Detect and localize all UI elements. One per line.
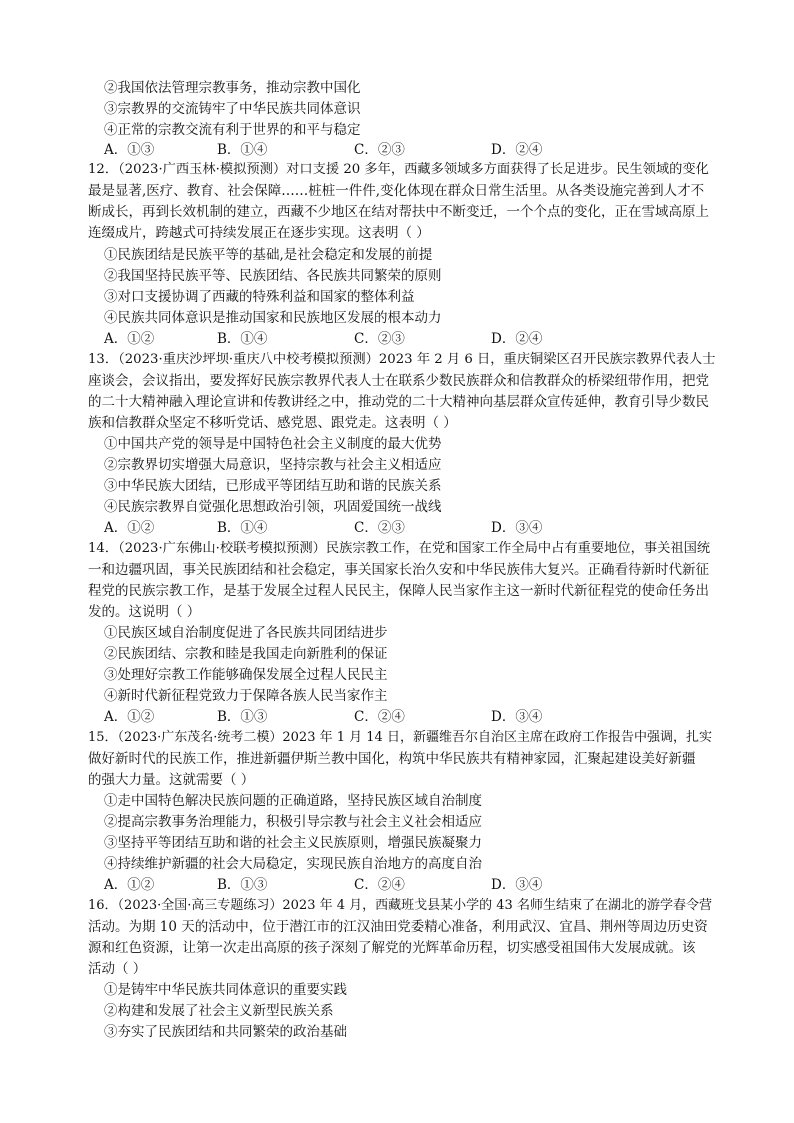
- statement: ②我国依法管理宗教事务，推动宗教中国化: [104, 80, 361, 96]
- question-16-text: 活动。为期 10 天的活动中，位于潜江市的江汉油田党委精心准备，利用武汉、宜昌、荆州等周边历史资: [88, 919, 708, 935]
- statement: ④民族共同体意识是推动国家和民族地区发展的根本动力: [104, 310, 442, 326]
- option-c: C．②④: [354, 709, 405, 725]
- statement: ③夯实了民族团结和共同繁荣的政治基础: [104, 1024, 347, 1040]
- statement: ①民族团结是民族平等的基础,是社会稳定和发展的前提: [104, 247, 433, 263]
- statement: ①是铸牢中华民族共同体意识的重要实践: [104, 982, 347, 998]
- question-12-text: 12．（2023·广西玉林·模拟预测）对口支援 20 多年，西藏多领域多方面获得了长足进步。民生领域的变化: [88, 162, 709, 177]
- question-15-text: 的强大力量。这就需要（ ）: [88, 772, 255, 788]
- option-a: A．①②: [104, 331, 155, 347]
- option-d: D．②④: [491, 142, 543, 158]
- statement: ④正常的宗教交流有利于世界的和平与稳定: [104, 122, 361, 138]
- statement: ③对口支援协调了西藏的特殊利益和国家的整体利益: [104, 289, 415, 305]
- option-b: B．①④: [217, 331, 268, 347]
- question-12-text: 最是显著,医疗、教育、社会保障……桩桩一件件,变化体现在群众日常生活里。从各类设施完善到人才不: [88, 183, 705, 199]
- statement: ①走中国特色解决民族问题的正确道路，坚持民族区域自治制度: [104, 793, 482, 809]
- statement: ④新时代新征程党致力于保障各族人民当家作主: [104, 688, 388, 704]
- statement: ④民族宗教界自觉强化思想政治引领，巩固爱国统一战线: [104, 499, 442, 515]
- option-d: D．③④: [491, 709, 543, 725]
- option-b: B．①④: [217, 142, 268, 158]
- statement: ③中华民族大团结，已形成平等团结互助和谐的民族关系: [104, 478, 442, 494]
- question-16-text: 活动（ ）: [88, 961, 147, 977]
- statement: ①中国共产党的领导是中国特色社会主义制度的最大优势: [104, 436, 442, 452]
- question-13-text: 的二十大精神融入理论宣讲和传教讲经之中，推动党的二十大精神向基层群众宣传延伸，教育引导少数民: [88, 394, 709, 410]
- statement: ③宗教界的交流铸牢了中华民族共同体意识: [104, 101, 361, 117]
- question-12-text: 连缀成片，跨越式可持续发展正在逐步实现。这表明（ ）: [88, 225, 430, 241]
- question-16-text: 源和红色资源，让第一次走出高原的孩子深刻了解党的光辉革命历程，切实感受祖国伟大发展成就。该: [88, 940, 696, 956]
- question-14-text: 发的。这说明（ ）: [88, 604, 201, 620]
- statement: ③处理好宗教工作能够确保发展全过程人民民主: [104, 667, 388, 683]
- question-15-text: 15．（2023·广东茂名·统考二模）2023 年 1 月 14 日，新疆维吾尔自治区主席在政府工作报告中强调，扎实: [88, 730, 712, 745]
- statement: ②构建和发展了社会主义新型民族关系: [104, 1003, 334, 1019]
- statement: ④持续维护新疆的社会大局稳定，实现民族自治地方的高度自治: [104, 856, 482, 872]
- option-d: D．③④: [491, 877, 543, 893]
- question-14-text: 一和边疆巩固，事关民族团结和社会稳定，事关国家长治久安和中华民族伟大复兴。正确看待新时代新征: [88, 562, 709, 578]
- option-d: D．②④: [491, 331, 543, 347]
- question-12-text: 断成长，再到长效机制的建立，西藏不少地区在结对帮扶中不断变迁，一个个点的变化，正在雪域高原上: [88, 204, 709, 220]
- option-b: B．①③: [217, 877, 268, 893]
- option-c: C．②④: [354, 877, 405, 893]
- statement: ②宗教界切实增强大局意识，坚持宗教与社会主义相适应: [104, 457, 442, 473]
- option-c: C．②③: [354, 520, 405, 536]
- statement: ③坚持平等团结互助和谐的社会主义民族原则，增强民族凝聚力: [104, 835, 482, 851]
- option-c: C．②③: [354, 142, 405, 158]
- statement: ②我国坚持民族平等、民族团结、各民族共同繁荣的原则: [104, 268, 442, 284]
- question-13-text: 座谈会，会议指出，要发挥好民族宗教界代表人士在联系少数民族群众和信教群众的桥梁纽带作用，把党: [88, 373, 709, 389]
- option-d: D．③④: [491, 520, 543, 536]
- question-16-text: 16．（2023·全国·高三专题练习）2023 年 4 月，西藏班戈县某小学的 43 名师生结束了在湖北的游学春令营: [88, 898, 712, 913]
- question-14-text: 程党的民族宗教工作，是基于发展全过程人民民主，保障人民当家作主这一新时代新征程党的使命任务出: [88, 583, 709, 599]
- question-14-text: 14．（2023·广东佛山·校联考模拟预测）民族宗教工作，在党和国家工作全局中占有重要地位，事关祖国统: [88, 541, 711, 556]
- question-13-text: 13．（2023·重庆沙坪坝·重庆八中校考模拟预测）2023 年 2 月 6 日，重庆铜梁区召开民族宗教界代表人士: [88, 352, 716, 367]
- question-13-text: 族和信教群众坚定不移听党话、感党恩、跟党走。这表明（ ）: [88, 415, 457, 431]
- option-a: A．①②: [104, 709, 155, 725]
- statement: ②民族团结、宗教和睦是我国走向新胜利的保证: [104, 646, 388, 662]
- option-b: B．①③: [217, 709, 268, 725]
- question-15-text: 做好新时代的民族工作，推进新疆伊斯兰教中国化，构筑中华民族共有精神家园，汇聚起建设美好新疆: [88, 751, 696, 767]
- option-c: C．②③: [354, 331, 405, 347]
- option-a: A．①③: [104, 142, 155, 158]
- statement: ①民族区域自治制度促进了各民族共同团结进步: [104, 625, 388, 641]
- option-b: B．①④: [217, 520, 268, 536]
- option-a: A．①②: [104, 877, 155, 893]
- statement: ②提高宗教事务治理能力，积极引导宗教与社会主义社会相适应: [104, 814, 482, 830]
- option-a: A．①②: [104, 520, 155, 536]
